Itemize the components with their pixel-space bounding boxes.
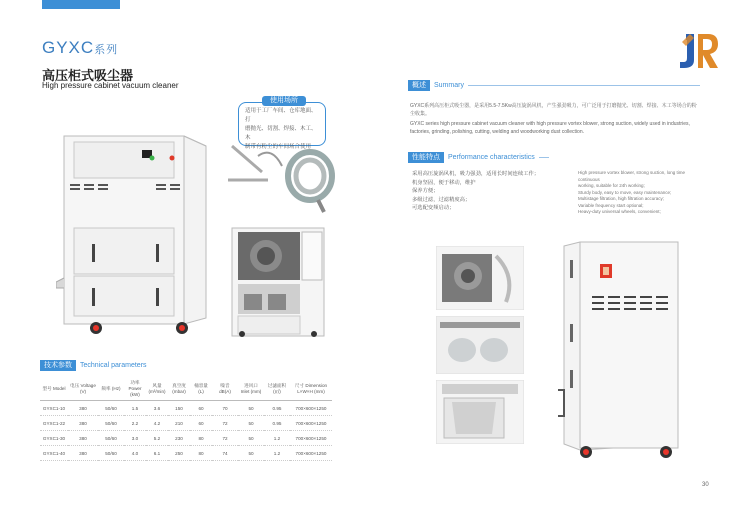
table-cell: 50 [238, 401, 264, 416]
performance-item-en: Heavy-duty universal wheels, convenient; [578, 209, 661, 214]
spec-table [40, 378, 332, 461]
performance-item-en: Variable frequency start optional; [578, 202, 644, 208]
table-cell: 50/60 [98, 431, 124, 446]
page-number: 30 [702, 482, 709, 488]
table-cell: 3.6 [146, 401, 168, 416]
table-cell: 230 [168, 431, 190, 446]
filter-detail-photo [436, 316, 524, 374]
table-cell: 380 [68, 416, 98, 431]
table-cell: GYXC1-30 [40, 431, 68, 446]
summary-tag: 概述 [408, 80, 430, 91]
performance-item: 多级过滤，过滤精度高； [412, 196, 471, 203]
summary-cn: GYXC系列高压柜式吸尘器，是采用5.5-7.5Kw高压旋涡风机，产生强劲吸力，可广泛用于打磨抛光、切割、焊接、木工等场合的粉尘收集。 [410, 103, 697, 117]
table-row [40, 416, 332, 431]
performance-tag-en: Performance characteristics [448, 154, 535, 161]
table-cell: 5.2 [146, 431, 168, 446]
table-row [40, 431, 332, 446]
summary-header [408, 80, 700, 91]
table-cell: 50/60 [98, 401, 124, 416]
spec-col-header: 过滤面积 (㎡) [264, 378, 290, 401]
specs-tag-en: Technical parameters [80, 362, 147, 369]
table-cell: 0.95 [264, 401, 290, 416]
motor-detail-photo [436, 246, 524, 310]
hose-accessory-image [222, 126, 342, 218]
spec-col-header: 桶容量 (L) [190, 378, 212, 401]
spec-col-header: 尺寸 Dimension L×W×H (mm) [290, 378, 332, 401]
table-cell: 700×600×1250 [290, 401, 332, 416]
table-cell: 70 [212, 401, 238, 416]
spec-col-header: 电压 Voltage (V) [68, 378, 98, 401]
summary-en: GYXC series high pressure cabinet vacuum cleaner with high pressure vortex blower, strong suction, widely used in industries, factories, grinding, polishing, cutting, welding and woodworking dust collection. [410, 121, 690, 135]
table-cell: 1.2 [264, 446, 290, 461]
spec-col-header: 噪音 dB(A) [212, 378, 238, 401]
table-cell: 0.95 [264, 416, 290, 431]
spec-col-header: 风量 (m³/min) [146, 378, 168, 401]
performance-item: 可选配变频启动； [412, 205, 455, 211]
table-cell: GYXC1-22 [40, 416, 68, 431]
product-title-cn: 高压柜式吸尘器 [42, 68, 134, 83]
divider [468, 85, 700, 86]
usage-tag: 使用场所 [262, 96, 306, 106]
performance-item: 采用高压旋涡风机，吸力强劲，适用长时间连续工作； [412, 171, 540, 177]
cabinet-interior-image [230, 226, 326, 338]
specs-header [40, 360, 160, 371]
specs-tag: 技术参数 [40, 360, 76, 371]
table-cell: 80 [190, 431, 212, 446]
summary-text [410, 102, 698, 136]
table-cell: 150 [168, 401, 190, 416]
table-cell: 700×600×1250 [290, 416, 332, 431]
performance-header [408, 152, 700, 163]
table-cell: 50 [238, 431, 264, 446]
performance-item-en: Sturdy body, easy to move, easy maintenance; [578, 189, 672, 195]
table-cell: 60 [190, 401, 212, 416]
table-cell: 72 [212, 416, 238, 431]
table-cell: GYXC1-40 [40, 446, 68, 461]
table-cell: 1.2 [264, 431, 290, 446]
performance-item: 保养方便； [412, 188, 439, 194]
table-cell: 60 [190, 416, 212, 431]
summary-tag-en: Summary [434, 82, 464, 89]
performance-item-en: working, suitable for 24h working; [578, 183, 645, 188]
spec-col-header: 型号 Model [40, 378, 68, 401]
brand-logo [672, 26, 722, 72]
cabinet-vacuum-side-image [556, 240, 686, 462]
performance-list-cn [412, 170, 542, 213]
top-accent-bar [42, 0, 120, 9]
table-cell: 50 [238, 416, 264, 431]
table-cell: 210 [168, 416, 190, 431]
table-cell: 6.1 [146, 446, 168, 461]
table-cell: 3.0 [124, 431, 146, 446]
table-cell: 380 [68, 446, 98, 461]
series-title [42, 38, 118, 58]
table-cell: 72 [212, 431, 238, 446]
cabinet-vacuum-image [56, 128, 216, 338]
usage-line: 适用于工厂车间、仓库地面、打 [245, 108, 317, 123]
table-cell: 250 [168, 446, 190, 461]
divider [539, 157, 549, 158]
performance-item-en: Multistage filtration, high filtration accuracy; [578, 196, 665, 201]
table-cell: 4.2 [146, 416, 168, 431]
table-row [40, 401, 332, 416]
table-cell: 50/60 [98, 416, 124, 431]
usage-line: 制带有粉尘的车间场合使用 [245, 144, 312, 150]
spec-col-header: 频率 (Hz) [98, 378, 124, 401]
table-cell: 50 [238, 446, 264, 461]
series-code: GYXC [42, 38, 95, 57]
bin-detail-photo [436, 380, 524, 444]
spec-col-header: 功率 Power (kW) [124, 378, 146, 401]
performance-list-en [578, 170, 698, 216]
performance-item-en: High pressure vortex blower, strong suction, long time continuous [578, 170, 686, 182]
spec-col-header: 进风口 Inlet (mm) [238, 378, 264, 401]
table-cell: 80 [190, 446, 212, 461]
table-cell: GYXC1-10 [40, 401, 68, 416]
table-cell: 380 [68, 431, 98, 446]
table-cell: 700×600×1250 [290, 446, 332, 461]
table-cell: 74 [212, 446, 238, 461]
table-cell: 700×600×1250 [290, 431, 332, 446]
table-cell: 1.5 [124, 401, 146, 416]
table-cell: 2.2 [124, 416, 146, 431]
series-suffix: 系列 [94, 44, 119, 56]
table-cell: 50/60 [98, 446, 124, 461]
usage-line: 磨抛光、切割、焊接、木工、木 [245, 126, 317, 141]
table-cell: 380 [68, 401, 98, 416]
performance-item: 机身坚固，便于移动，维护 [412, 179, 476, 186]
product-title-en: High pressure cabinet vacuum cleaner [42, 81, 179, 90]
table-row [40, 446, 332, 461]
spec-col-header: 真空度 (mbar) [168, 378, 190, 401]
performance-tag: 性能特点 [408, 152, 444, 163]
spec-header-row [40, 378, 332, 401]
table-cell: 4.0 [124, 446, 146, 461]
